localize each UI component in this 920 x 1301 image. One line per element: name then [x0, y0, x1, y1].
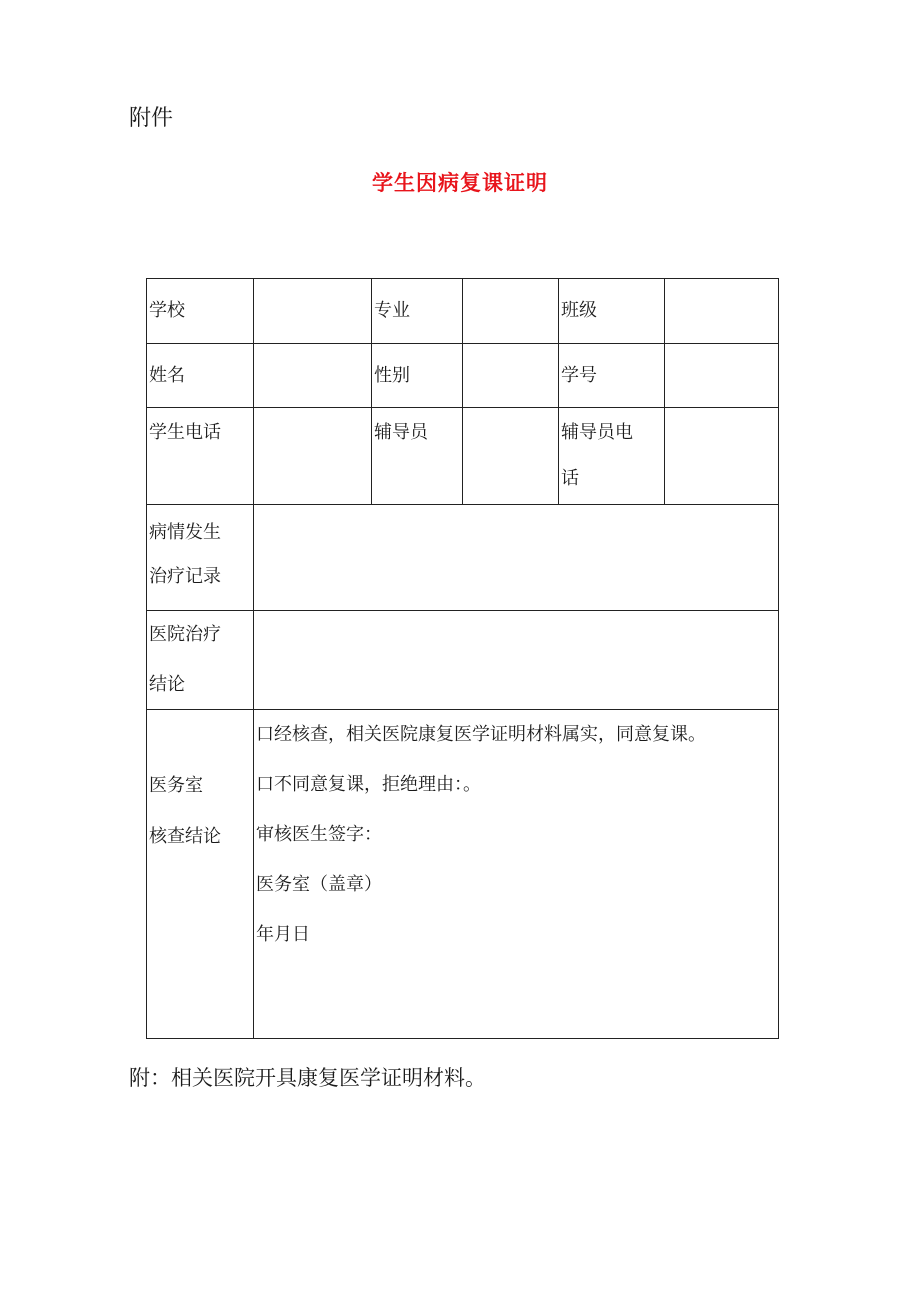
major-label: 专业 [374, 300, 410, 321]
clinic-stamp-label: 医务室（盖章） [256, 874, 382, 895]
clinic-label-line1: 医务室 [149, 775, 203, 796]
resumption-certificate-form [146, 278, 779, 1039]
clinic-label-line2: 核查结论 [149, 826, 221, 847]
student-id-label-cell [559, 344, 665, 408]
school-value-cell[interactable] [254, 279, 372, 344]
student-phone-value-cell[interactable] [254, 408, 372, 505]
clinic-label-cell [147, 710, 254, 1039]
form-row-school [147, 279, 779, 344]
counselor-phone-label-cell [559, 408, 665, 505]
gender-label-cell [372, 344, 463, 408]
doctor-signature-label: 审核医生签字： [256, 824, 382, 845]
counselor-label: 辅导员 [374, 422, 428, 443]
date-label: 年月日 [256, 924, 310, 945]
form-row-contacts [147, 408, 779, 505]
gender-label: 性别 [374, 364, 410, 386]
illness-label-line2: 治疗记录 [149, 566, 221, 587]
phone-label-cell [147, 408, 254, 505]
school-label: 学校 [149, 300, 185, 321]
form-row-clinic [147, 710, 779, 1039]
counselor-phone-label-line1: 辅导员电 [561, 422, 633, 443]
class-label-cell [559, 279, 665, 344]
form-row-hospital [147, 611, 779, 710]
hospital-label-cell [147, 611, 254, 710]
name-label: 姓名 [149, 364, 185, 386]
hospital-conclusion-value-cell[interactable] [254, 611, 779, 710]
form-row-name [147, 344, 779, 408]
name-label-cell [147, 344, 254, 408]
major-value-cell[interactable] [463, 279, 559, 344]
counselor-phone-value-cell[interactable] [665, 408, 779, 505]
class-label: 班级 [561, 300, 597, 321]
gender-value-cell[interactable] [463, 344, 559, 408]
counselor-value-cell[interactable] [463, 408, 559, 505]
student-phone-label: 学生电话 [149, 422, 221, 443]
hospital-label-line2: 结论 [149, 674, 185, 695]
student-id-label: 学号 [561, 364, 597, 386]
hospital-label-line1: 医院治疗 [149, 624, 221, 645]
class-value-cell[interactable] [665, 279, 779, 344]
form-row-illness [147, 505, 779, 611]
counselor-label-cell [372, 408, 463, 505]
illness-label-cell [147, 505, 254, 611]
option-disagree[interactable]: 口不同意复课，拒绝理由：。 [256, 774, 481, 795]
illness-label-line1: 病情发生 [149, 522, 221, 543]
attachment-note: 附：相关医院开具康复医学证明材料。 [129, 1066, 486, 1090]
counselor-phone-label-line2: 话 [561, 468, 579, 489]
document-title: 学生因病复课证明 [372, 171, 548, 195]
option-agree[interactable]: 口经核查，相关医院康复医学证明材料属实，同意复课。 [256, 724, 706, 745]
major-label-cell [372, 279, 463, 344]
student-id-value-cell[interactable] [665, 344, 779, 408]
name-value-cell[interactable] [254, 344, 372, 408]
illness-record-value-cell[interactable] [254, 505, 779, 611]
school-label-cell [147, 279, 254, 344]
clinic-conclusion-cell [254, 710, 779, 1039]
attachment-label: 附件 [129, 106, 174, 131]
